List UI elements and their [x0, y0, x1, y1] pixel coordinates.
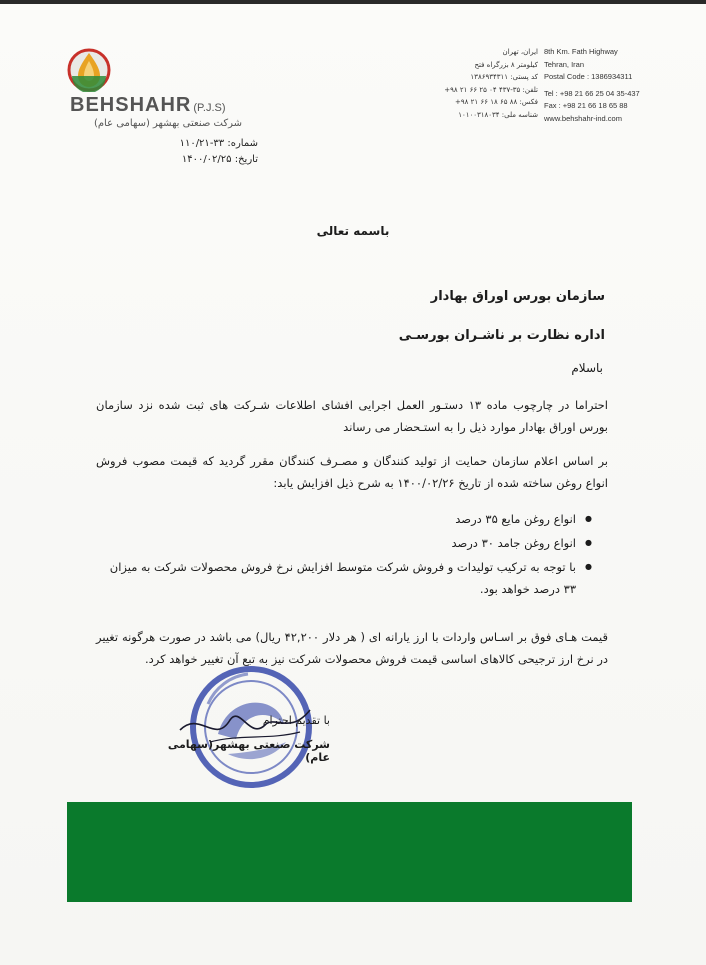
salutation: باسلام: [571, 361, 603, 375]
contact-line: شناسه ملی: ۱۰۱۰۰۳۱۸۰۳۴: [458, 110, 538, 119]
redaction-block: [67, 802, 632, 902]
contact-info-en: [544, 46, 694, 125]
paragraph-announcement: بر اساس اعلام سازمان حمایت از تولید کنندگان و مصـرف کنندگان مقرر گردید که قیمت مصوب فروش انواع روغن ساخته شده از تاریخ ۱۴۰۰/۰۲/۲۶ به شرح ذیل افزایش یابد:: [96, 454, 608, 490]
company-logo-text: BEHSHAHR (P.J.S): [70, 94, 226, 116]
contact-line: کد پستی: ۱۳۸۶۹۳۴۳۱۱: [470, 73, 538, 81]
addressee-department: اداره نظارت بر ناشـران بورسـی: [398, 328, 605, 343]
reference-number: شماره: ۳۳-۱۱۰/۲۱: [179, 138, 258, 149]
price-increase-list: [96, 508, 592, 602]
address-line: 8th Km. Fath Highway: [544, 47, 618, 56]
handwritten-signature-icon: [170, 690, 320, 760]
contact-line: تلفن: ۳۵-۴۳۷ ۰۴ ۲۵ ۶۶ ۲۱ ۹۸+: [444, 85, 538, 94]
top-border: [0, 0, 706, 4]
invocation-heading: باسمه تعالی: [316, 224, 390, 238]
behshahr-logo-icon: [66, 46, 112, 92]
company-signature-line: شرکت صنعتی بهشهر(سهامی عام): [167, 738, 330, 764]
telephone: Tel : +98 21 66 25 04 35-437: [544, 88, 640, 98]
address-line: Tehran, Iran: [544, 59, 585, 69]
paragraph-currency-note: قیمت هـای فوق بر اسـاس واردات با ارز یارانه ای ( هر دلار ۴۲,۲۰۰ ریال) می باشد در صورت هرگونه تغییر در نرخ ارز ترجیحی کالاهای اساسی قیمت فروش محصولات شرکت نیز به تبع آن تغییر خواهد کرد.: [96, 630, 608, 666]
addressee-organization: سازمان بورس اوراق بهادار: [430, 289, 605, 304]
fax: Fax : +98 21 66 18 65 88: [544, 101, 628, 110]
paragraph-intro: احتراما در چارچوب ماده ۱۳ دستـور العمل اجرایی افشای اطلاعات شـرکت های ثبت شده نزد سازمان بورس اوراق بهادار موارد ذیل را به استـحضار می رساند: [96, 398, 608, 434]
reference-date: تاریخ: ۱۴۰۰/۰۲/۲۵: [181, 154, 258, 165]
postal-code: Postal Code : 1386934311: [544, 72, 633, 81]
contact-line: ایران، تهران: [502, 48, 538, 56]
contact-info-fa: [420, 46, 538, 121]
company-name-fa: شرکت صنعتی بهشهر (سهامی عام): [93, 118, 242, 129]
contact-line: کیلومتر ۸ بزرگراه فتح: [474, 60, 538, 69]
contact-line: فکس: ۸۸ ۶۵ ۱۸ ۶۶ ۲۱ ۹۸+: [455, 98, 538, 106]
list-item: ● انواع روغن جامد ۳۰ درصد: [96, 532, 592, 554]
closing-regards: با تقدیم احترام: [262, 714, 330, 727]
website-link[interactable]: www.behshahr-ind.com: [544, 113, 622, 123]
list-item: ● انواع روغن مایع ۳۵ درصد: [96, 508, 592, 530]
list-item: ● با توجه به ترکیب تولیدات و فروش شرکت متوسط افزایش نرخ فروش محصولات شرکت به میزان ۳۳ درصد خواهد بود.: [96, 556, 592, 600]
